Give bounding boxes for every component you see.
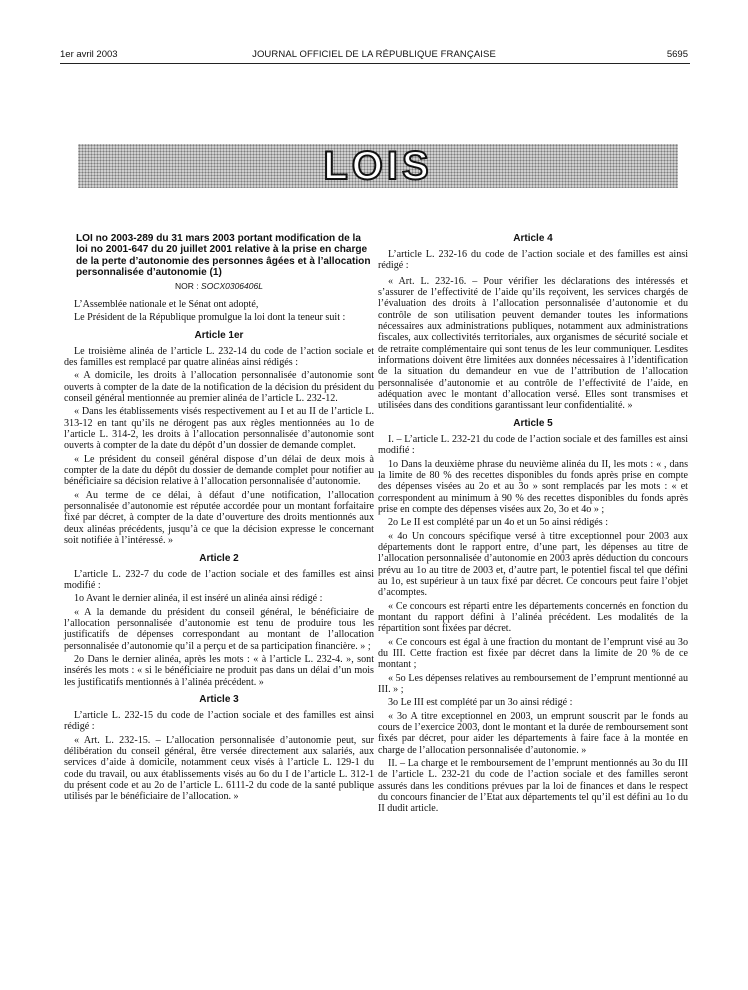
article-2-paragraph: 2o Dans le dernier alinéa, après les mots : « à l’article L. 232-4. », sont insérés les mots : « si le bénéficiaire ne produit pas dans un délai d’un mois les justificatifs mentionnés à l’alinéa précédent. » bbox=[64, 653, 374, 688]
article-1-heading: Article 1er bbox=[194, 329, 244, 341]
article-5-paragraph: « 4o Un concours spécifique versé à titre exceptionnel pour 2003 aux départements dont le rapport entre, d’une part, les dépenses au titre de l’allocation personnalisée d’autonomie en 2003 après déduction du concours prévu au 1o au titre de 2003 et, d’autre part, le potentiel fiscal tel que défini au 1o, est supérieur à un taux fixé par décret. Ce concours peut faire l’objet d’acomptes. bbox=[378, 530, 688, 599]
article-2-heading: Article 2 bbox=[199, 552, 239, 564]
article-4-heading: Article 4 bbox=[513, 233, 553, 244]
article-1-paragraph: « A domicile, les droits à l’allocation personnalisée d’autonomie sont ouverts à compter de la date de la notification de la décision du président du conseil général mentionnée au premier alinéa de l’article L. 232-12. bbox=[64, 370, 374, 405]
article-5-paragraph: « Ce concours est réparti entre les départements concernés en fonction du montant du rapport défini à l’alinéa précédent. Les modalités de la répartition sont fixées par décret. bbox=[378, 600, 688, 635]
article-3-paragraph: L’article L. 232-15 du code de l’action sociale et des familles est ainsi rédigé : bbox=[64, 709, 374, 733]
banner-title: LOIS bbox=[323, 144, 433, 188]
intro-paragraph: Le Président de la République promulgue la loi dont la teneur suit : bbox=[74, 312, 346, 324]
article-5-paragraph: 1o Dans la deuxième phrase du neuvième alinéa du II, les mots : « , dans la limite de 80 % des recettes disponibles du fonds après prise en compte des dépenses visées au 2o et au 3o » sont remplacés par les mots : « et correspondent au minimum à 90 % des recettes disponibles du fonds après prise en compte des dépenses visées aux 2o, 3o et 4o » ; bbox=[378, 458, 688, 515]
header-rule bbox=[60, 63, 690, 64]
page-header bbox=[60, 48, 688, 62]
left-column bbox=[64, 233, 374, 805]
right-column bbox=[378, 233, 688, 817]
article-2-paragraph: 1o Avant le dernier alinéa, il est inséré un alinéa ainsi rédigé : bbox=[74, 593, 323, 605]
article-1-paragraph: « Au terme de ce délai, à défaut d’une notification, l’allocation personnalisée d’autonomie est réputée accordée pour un montant forfaitaire fixé par décret, à compter de la date d’ouverture des droits mentionnés aux deux alinéas précédents, jusqu’à ce que la décision expresse le concernant soit notifiée à l’intéressé. » bbox=[64, 489, 374, 547]
article-5-paragraph: 3o Le III est complété par un 3o ainsi rédigé : bbox=[388, 697, 573, 709]
nor-reference bbox=[64, 281, 374, 292]
article-2-paragraph: « A la demande du président du conseil général, le bénéficiaire de l’allocation personnalisée d’autonomie est tenu de produire tous les justificatifs de dépenses correspondant au montant de l’allocation personnalisée d’autonomie qu’il a perçu et de sa participation financière. » ; bbox=[64, 606, 374, 652]
article-5-heading: Article 5 bbox=[513, 417, 553, 429]
article-4-paragraph: « Art. L. 232-16. – Pour vérifier les déclarations des intéressés et s’assurer de l’effectivité de l’aide qu’ils reçoivent, les services chargés de l’évaluation des droits à l’allocation personnalisée d’autonomie et du contrôle de son utilisation peuvent demander toutes les informations nécessaires aux administrations publiques, notamment aux administrations fiscales, aux collectivités territoriales, aux organismes de sécurité sociale et de retraite complémentaire qui sont tenus de les leur communiquer. Lesdites informations doivent être limitées aux données nécessaires à l’identification de la situation du demandeur en vue de l’attribution de l’allocation personnalisée d’autonomie et au contrôle de l’effectivité de l’aide, en adéquation avec le montant d’allocation versé. Elles sont transmises et utilisées dans des conditions garantissant leur confidentialité. » bbox=[378, 275, 688, 412]
page-number: 5695 bbox=[666, 49, 688, 60]
article-5-paragraph: 2o Le II est complété par un 4o et un 5o ainsi rédigés : bbox=[388, 517, 609, 529]
header-date: 1er avril 2003 bbox=[60, 49, 118, 60]
journal-title: JOURNAL OFFICIEL DE LA RÉPUBLIQUE FRANÇAISE bbox=[252, 49, 496, 60]
law-title: LOI no 2003-289 du 31 mars 2003 portant modification de la loi no 2001-647 du 20 juillet 2001 relative à la prise en charge de la perte d’autonomie des personnes âgées et à l’allocation personnalisée d’autonomie (1) bbox=[76, 233, 371, 279]
nor-code: SOCX0306406L bbox=[201, 280, 263, 291]
nor-label: NOR : bbox=[175, 280, 199, 291]
intro-paragraph: L’Assemblée nationale et le Sénat ont adopté, bbox=[74, 298, 259, 310]
article-5-paragraph: « 5o Les dépenses relatives au remboursement de l’emprunt mentionné au III. » ; bbox=[378, 672, 688, 696]
article-1-paragraph: Le troisième alinéa de l’article L. 232-14 du code de l’action sociale et des familles est remplacé par quatre alinéas ainsi rédigés : bbox=[64, 345, 374, 368]
article-5-paragraph: I. – L’article L. 232-21 du code de l’action sociale et des familles est ainsi modifié : bbox=[378, 433, 688, 457]
article-1-paragraph: « Le président du conseil général dispose d’un délai de deux mois à compter de la date du dépôt du dossier de demande complet pour notifier au bénéficiaire sa décision relative à l’allocation personnalisée d’autonomie. bbox=[64, 453, 374, 488]
article-5-paragraph: « 3o A titre exceptionnel en 2003, un emprunt souscrit par le fonds au cours de l’exercice 2003, dont le montant et la durée de remboursement sont fixés par décret, pour aider les départements à faire face à la montée en charge de l’allocation personnalisée d’autonomie. » bbox=[378, 710, 688, 756]
article-4-paragraph: L’article L. 232-16 du code de l’action sociale et des familles est ainsi rédigé : bbox=[378, 249, 688, 272]
article-2-paragraph: L’article L. 232-7 du code de l’action sociale et des familles est ainsi modifié : bbox=[64, 568, 374, 591]
section-banner bbox=[78, 144, 678, 188]
article-3-heading: Article 3 bbox=[199, 693, 239, 705]
article-3-paragraph: « Art. L. 232-15. – L’allocation personnalisée d’autonomie peut, sur délibération du conseil général, être versée directement aux salariés, aux services d’aide à domicile, notamment ceux visés à l’article L. 129-1 du code du travail, ou aux établissements visés au 6o du I de l’article L. 312-1 du présent code et au 2o de l’article L. 6111-2 du code de la santé publique utilisés par le bénéficiaire de l’allocation. » bbox=[64, 734, 374, 803]
article-1-paragraph: « Dans les établissements visés respectivement au I et au II de l’article L. 313-12 en tant qu’ils ne dérogent pas aux règles mentionnées au 1o de l’article L. 314-2, les droits à l’allocation personnalisée d’autonomie sont ouverts à compter de la date du dépôt d’un dossier de demande complet. bbox=[64, 406, 374, 452]
article-5-paragraph: « Ce concours est égal à une fraction du montant de l’emprunt visé au 3o du III. Cette fraction est fixée par décret dans la limite de 20 % de ce montant ; bbox=[378, 636, 688, 671]
article-5-paragraph: II. – La charge et le remboursement de l’emprunt mentionnés au 3o du III de l’article L. 232-21 du code de l’action sociale et des familles seront assurés dans les conditions prévues par la loi de finances et dans le respect du concours financier de l’Etat aux départements tel qu’il est défini au 1o du II dudit article. bbox=[378, 758, 688, 815]
